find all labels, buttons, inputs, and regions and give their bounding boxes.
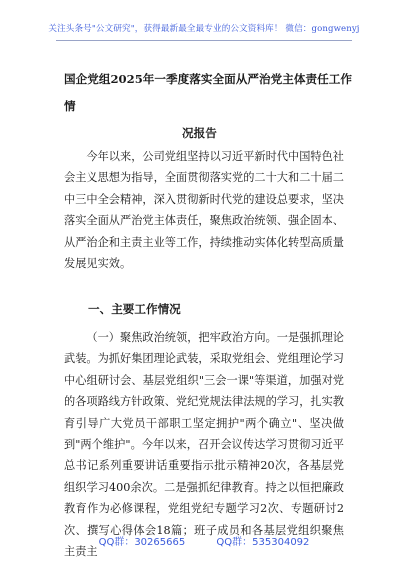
footer-qq-group-1: QQ群：30265665 xyxy=(98,537,186,548)
section-paragraph: （一）聚焦政治统领，把牢政治方向。一是强抓理论武装。为抓好集团理论武装，采取党组会、党组理论学习中心组研讨会、基层党组织"三会一课"等渠道，加强对党的各项路线方针政策、党纪党规法律法规的学习，扎实教育引导广大党员干部职工坚定拥护"两个确立"、坚决做到"两个维护"。今年以来，召开会议传达学习贯彻习近平总书记系列重要讲话重要指示批示精神20次，各基层党组织学习400余次。二是强抓纪律教育。持之以恒把廉政教育作为必修课程，党组党纪专题学习2次、专题研讨2次、撰写心得体会18篇；班子成员和各基层党组织聚焦主责主 xyxy=(64,331,344,559)
section-heading: 一、主要工作情况 xyxy=(88,302,181,316)
title-line-2: 况报告 xyxy=(182,126,217,140)
header-divider xyxy=(56,40,352,41)
footer-qq-group-2: QQ群：535304092 xyxy=(216,537,310,548)
intro-paragraph: 今年以来，公司党组坚持以习近平新时代中国特色社会主义思想为指导，全面贯彻落实党的二十大和二十届二中三中全会精神，深入贯彻新时代党的建设总要求，坚决落实全面从严治党主体责任，聚焦政治统领、强企固本、从严治企和主责主业等工作，持续推动实体化转型高质量发展见实效。 xyxy=(64,150,344,271)
title-line-1: 国企党组2025年一季度落实全面从严治党主体责任工作情 xyxy=(64,72,352,113)
document-title xyxy=(64,66,352,147)
footer-qq-groups xyxy=(0,533,408,548)
header-notice: 关注头条号"公文研究"，获得最新最全最专业的公文资料库！ 微信：gongwenyj xyxy=(48,24,360,34)
